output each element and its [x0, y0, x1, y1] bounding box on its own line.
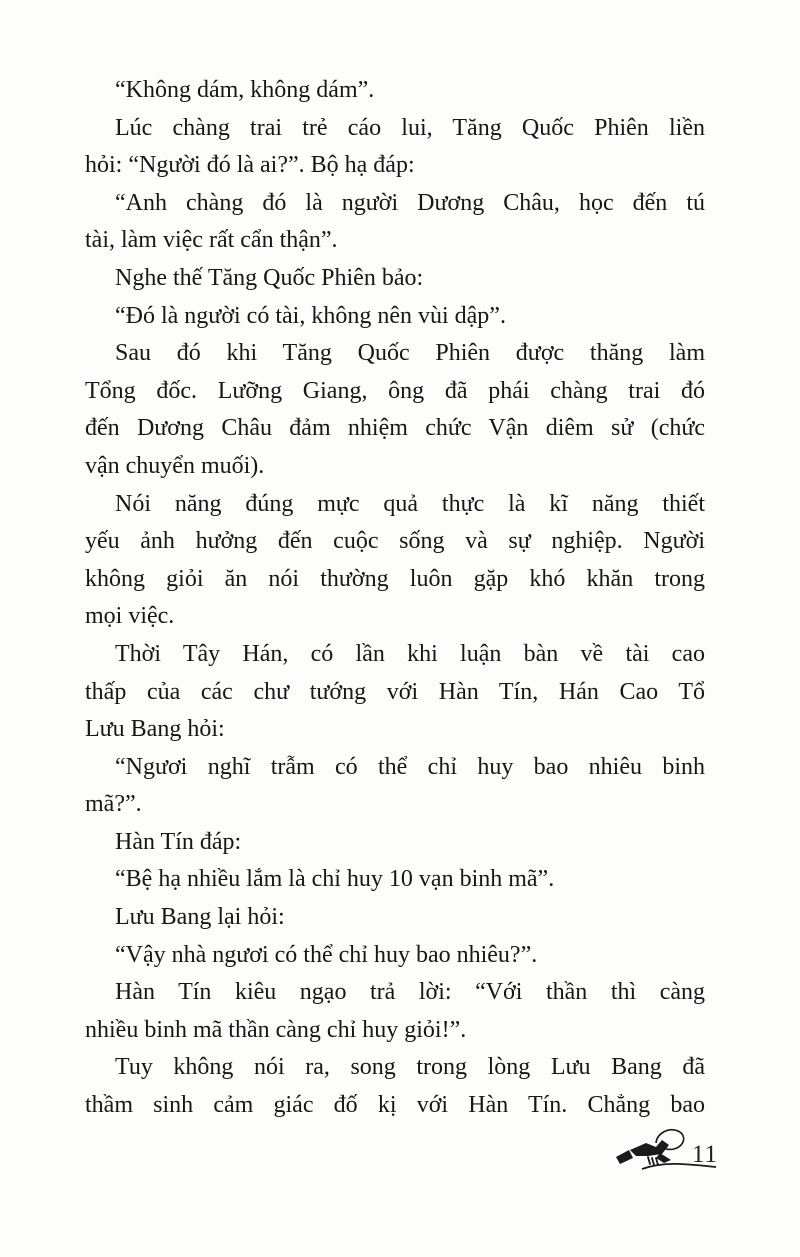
- text-line: “Bệ hạ nhiều lắm là chỉ huy 10 vạn binh mã”.: [115, 866, 555, 893]
- paragraph: [85, 110, 705, 185]
- paragraph: [85, 974, 705, 1049]
- text-line: Nghe thế Tăng Quốc Phiên bảo:: [115, 264, 424, 291]
- text-line: thấp của các chư tướng với Hàn Tín, Hán Cao Tổ: [85, 678, 705, 705]
- page-footer: [612, 1126, 718, 1172]
- text-line: tài, làm việc rất cẩn thận”.: [85, 227, 338, 254]
- paragraph: [85, 749, 705, 824]
- text-line: “Ngươi nghĩ trẫm có thể chỉ huy bao nhiêu binh: [115, 753, 705, 780]
- text-line: Lưu Bang lại hỏi:: [115, 904, 285, 931]
- text-line: vận chuyển muối).: [85, 452, 265, 479]
- text-line: Tổng đốc. Lưỡng Giang, ông đã phái chàng trai đó: [85, 377, 705, 404]
- text-line: yếu ảnh hưởng đến cuộc sống và sự nghiệp. Người: [85, 528, 705, 555]
- text-line: mọi việc.: [85, 603, 175, 630]
- text-line: hỏi: “Người đó là ai?”. Bộ hạ đáp:: [85, 152, 415, 179]
- text-line: Hàn Tín đáp:: [115, 828, 242, 855]
- text-line: Hàn Tín kiêu ngạo trả lời: “Với thần thì càng: [115, 979, 705, 1006]
- text-line: Nói năng đúng mực quả thực là kĩ năng thiết: [115, 490, 705, 517]
- text-line: “Vậy nhà ngươi có thể chỉ huy bao nhiêu?”.: [115, 941, 538, 968]
- paragraph: [85, 899, 705, 937]
- paragraph: [85, 937, 705, 975]
- paragraph: [85, 486, 705, 636]
- paragraph: [85, 824, 705, 862]
- paragraph: [85, 298, 705, 336]
- paragraph: [85, 861, 705, 899]
- text-line: “Không dám, không dám”.: [115, 77, 375, 103]
- paragraph: [85, 1049, 705, 1124]
- paragraph: [85, 260, 705, 298]
- text-line: Sau đó khi Tăng Quốc Phiên được thăng làm: [115, 340, 705, 367]
- page-number: 11: [691, 1141, 718, 1168]
- text-line: không giỏi ăn nói thường luôn gặp khó khăn trong: [85, 565, 705, 592]
- text-line: Lưu Bang hỏi:: [85, 716, 225, 743]
- text-line: Thời Tây Hán, có lần khi luận bàn về tài cao: [115, 640, 705, 667]
- text-line: mã?”.: [85, 791, 142, 818]
- text-line: “Đó là người có tài, không nên vùi dập”.: [115, 302, 506, 329]
- text-line: đến Dương Châu đảm nhiệm chức Vận diêm sử (chức: [85, 415, 705, 442]
- text-line: Tuy không nói ra, song trong lòng Lưu Bang đã: [115, 1054, 705, 1081]
- text-line: Lúc chàng trai trẻ cáo lui, Tăng Quốc Phiên liền: [115, 114, 705, 141]
- text-line: nhiều binh mã thần càng chỉ huy giỏi!”.: [85, 1016, 467, 1043]
- paragraph: [85, 72, 705, 110]
- text-line: “Anh chàng đó là người Dương Châu, học đến tú: [115, 189, 705, 216]
- paragraph: [85, 636, 705, 749]
- paragraph: [85, 335, 705, 485]
- text-line: thầm sinh cảm giác đố kị với Hàn Tín. Chẳng bao: [85, 1092, 705, 1119]
- page-text: [85, 72, 705, 1125]
- paragraph: [85, 185, 705, 260]
